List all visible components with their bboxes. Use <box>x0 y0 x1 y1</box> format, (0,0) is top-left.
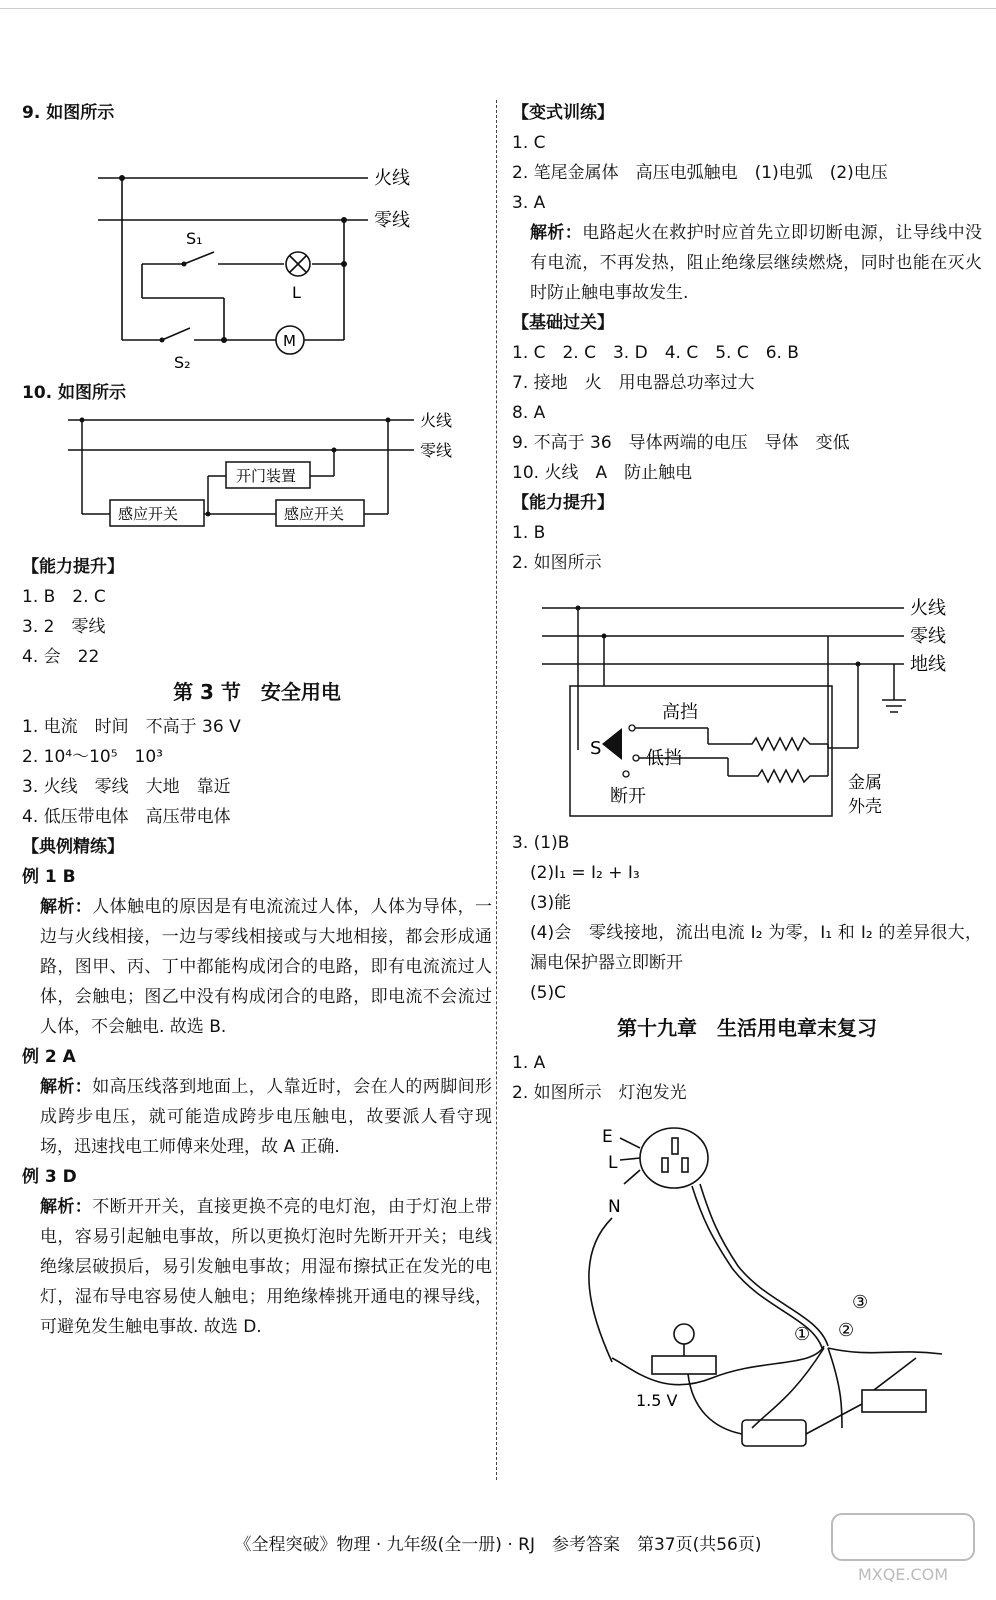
heater-neutral-label: 零线 <box>910 626 946 647</box>
fig9-motor-label: M <box>283 332 296 350</box>
basic-answer-10: 10. 火线 A 防止触电 <box>512 463 693 483</box>
figure-9-circuit <box>22 128 492 372</box>
plug-l-label: L <box>608 1153 618 1173</box>
heater-fire-label: 火线 <box>910 598 946 619</box>
ability2-answer-3-5: (5)C <box>530 983 566 1003</box>
ability2-answer-1: 1. B <box>512 523 546 543</box>
basic-answer-1: 1. 电流 时间 不高于 36 V <box>22 717 241 737</box>
explanation-text: 不断开开关，直接更换不亮的电灯泡，由于灯泡上带电，容易引起触电事故，所以更换灯泡时先断开开关；电线绝缘层破损后，易引发触电事故；用湿布擦拭正在发光的电灯，湿布导电容易使人触电；用绝缘棒挑开通电的裸导线，可避免发生触电事故. 故选 D. <box>40 1197 493 1337</box>
example-3-explanation <box>22 1192 492 1342</box>
basic-answer-3: 3. 火线 零线 大地 靠近 <box>22 777 231 797</box>
basic-heading: 【基础过关】 <box>512 313 614 333</box>
ability2-answer-3-3: (3)能 <box>530 893 572 913</box>
basic-answer-7: 7. 接地 火 用电器总功率过大 <box>512 373 755 393</box>
watermark-text: MXQE.COM <box>857 1565 949 1584</box>
basic-answer-8: 8. A <box>512 403 546 423</box>
heater-switch-label: S <box>590 738 602 759</box>
variant-answer-2: 2. 笔尾金属体 高压电弧触电 (1)电弧 (2)电压 <box>512 163 888 183</box>
battery-voltage-label: 1.5 V <box>636 1391 678 1410</box>
variant-3-explanation <box>512 218 982 308</box>
right-column <box>512 98 982 1454</box>
plug-n-label: N <box>608 1197 621 1217</box>
fig10-sensor1-label: 感应开关 <box>118 505 179 523</box>
variant-heading: 【变式训练】 <box>512 103 614 123</box>
fig9-s2-label: S₂ <box>174 353 191 372</box>
fig10-neutral-label: 零线 <box>420 441 453 460</box>
explanation-label: 解析： <box>530 223 583 243</box>
watermark-logo <box>828 1508 978 1588</box>
example-2-explanation <box>22 1072 492 1162</box>
example-1-answer: 例 1 B <box>22 867 76 887</box>
fig9-s1-label: S₁ <box>186 229 203 248</box>
column-divider <box>496 100 497 1480</box>
basic-answer-4: 4. 低压带电体 高压带电体 <box>22 807 231 827</box>
ability-answer-4: 4. 会 22 <box>22 647 100 667</box>
q10-heading: 10. 如图所示 <box>22 383 127 403</box>
page-footer: 《全程突破》物理 · 九年级(全一册) · RJ 参考答案 第37页(共56页) <box>234 1535 762 1555</box>
section-3-title: 第 3 节 安全用电 <box>173 680 341 704</box>
wire-3-label: ③ <box>852 1292 869 1313</box>
example-2-answer: 例 2 A <box>22 1047 76 1067</box>
explanation-label: 解析： <box>40 1197 93 1217</box>
examples-heading: 【典例精练】 <box>22 837 124 857</box>
ability-answer-1-2: 1. B 2. C <box>22 587 106 607</box>
basic-answer-2: 2. 10⁴～10⁵ 10³ <box>22 747 163 767</box>
q9-heading: 9. 如图所示 <box>22 103 115 123</box>
plug-e-label: E <box>602 1127 613 1147</box>
fig9-lamp-label: L <box>292 283 301 302</box>
figure-plug-circuit <box>512 1108 982 1454</box>
example-3-answer: 例 3 D <box>22 1167 77 1187</box>
wire-1-label: ① <box>794 1324 811 1345</box>
ability2-answer-3-4: (4)会 零线接地，流出电流 I₂ 为零，I₁ 和 I₂ 的差异很大，漏电保护器立即断开 <box>530 923 982 973</box>
heater-ground-label: 地线 <box>910 654 946 675</box>
fig9-neutral-label: 零线 <box>374 210 410 231</box>
variant-answer-1: 1. C <box>512 133 546 153</box>
heater-low-label: 低挡 <box>646 748 682 769</box>
heater-case-label-2: 外壳 <box>848 797 882 817</box>
explanation-text: 人体触电的原因是有电流流过人体，人体为导体，一边与火线相接，一边与零线相接或与大地相接，都会形成通路，图甲、丙、丁中都能构成闭合的电路，即有电流流过人体，会触电；图乙中没有构成闭合的电路，即电流不会流过人体，不会触电. 故选 B. <box>40 897 493 1037</box>
ability-heading-2: 【能力提升】 <box>512 493 614 513</box>
heater-off-label: 断开 <box>610 786 646 807</box>
fig9-fire-label: 火线 <box>374 168 410 189</box>
explanation-text: 电路起火在救护时应首先立即切断电源，让导线中没有电流，不再发热，阻止绝缘层继续燃烧，同时也能在灭火时防止触电事故发生. <box>530 223 983 303</box>
ability-answer-3: 3. 2 零线 <box>22 617 106 637</box>
heater-case-label-1: 金属 <box>848 773 882 793</box>
chapter-19-title: 第十九章 生活用电章末复习 <box>617 1016 877 1040</box>
ability2-answer-2: 2. 如图所示 <box>512 553 602 573</box>
explanation-label: 解析： <box>40 1077 93 1097</box>
figure-10-circuit <box>22 408 492 548</box>
review-answer-2: 2. 如图所示 灯泡发光 <box>512 1083 687 1103</box>
top-rule <box>0 8 996 9</box>
basic-answers-1-6: 1. C 2. C 3. D 4. C 5. C 6. B <box>512 343 799 363</box>
heater-high-label: 高挡 <box>662 702 698 723</box>
wire-2-label: ② <box>838 1320 855 1341</box>
variant-answer-3: 3. A <box>512 193 546 213</box>
fig10-door-label: 开门装置 <box>236 467 297 485</box>
review-answer-1: 1. A <box>512 1053 546 1073</box>
ability2-answer-3-1: 3. (1)B <box>512 833 570 853</box>
explanation-label: 解析： <box>40 897 93 917</box>
figure-heater-circuit <box>512 578 982 828</box>
example-1-explanation <box>22 892 492 1042</box>
explanation-text: 如高压线落到地面上，人靠近时，会在人的两脚间形成跨步电压，就可能造成跨步电压触电，故要派人看守现场，迅速找电工师傅来处理，故 A 正确. <box>40 1077 493 1157</box>
ability2-answer-3-2: (2)I₁ = I₂ + I₃ <box>530 863 640 883</box>
basic-answer-9: 9. 不高于 36 导体两端的电压 导体 变低 <box>512 433 850 453</box>
ability-heading: 【能力提升】 <box>22 557 124 577</box>
left-column <box>22 98 492 1342</box>
fig10-fire-label: 火线 <box>420 411 453 430</box>
fig10-sensor2-label: 感应开关 <box>284 505 345 523</box>
